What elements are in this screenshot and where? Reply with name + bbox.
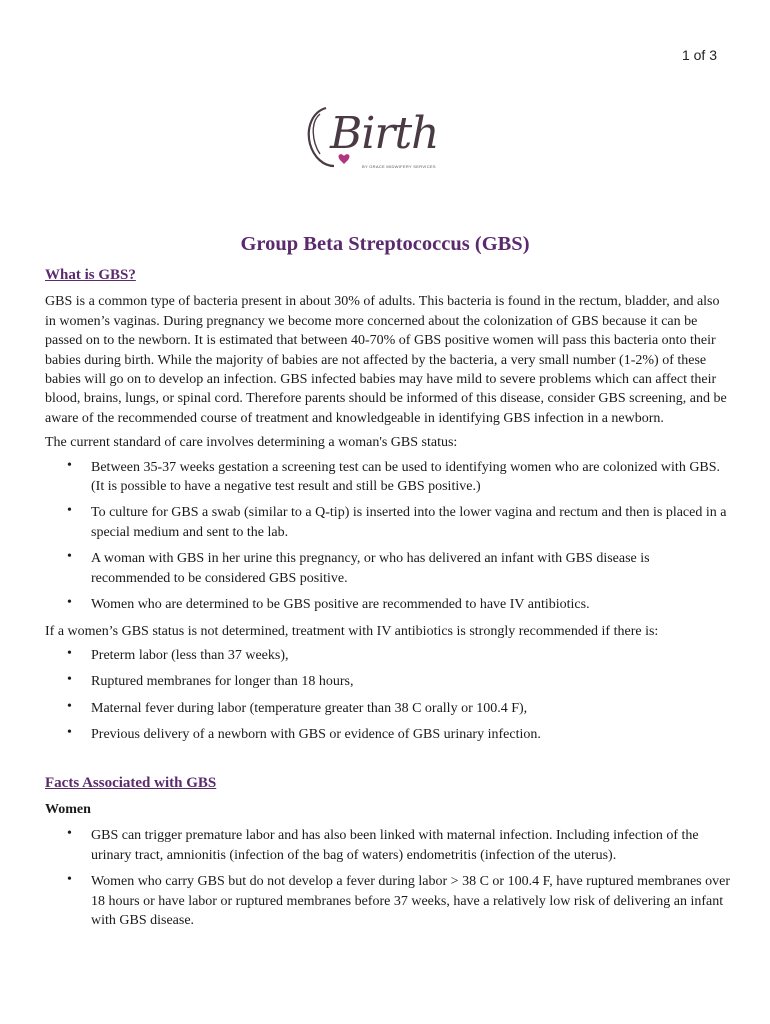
page-number: 1 of 3 — [681, 47, 717, 63]
standard-of-care-list — [45, 458, 730, 615]
list-item-text: Maternal fever during labor (temperature greater than 38 C orally or 100.4 F), — [91, 700, 528, 716]
list-item — [45, 826, 730, 865]
list-item-text: Preterm labor (less than 37 weeks), — [91, 647, 289, 663]
document-title: Group Beta Streptococcus (GBS) — [240, 233, 530, 255]
bullet-icon: • — [67, 725, 72, 741]
logo-wordmark: Birth — [330, 108, 439, 159]
list-item-text: Women who are determined to be GBS positive are recommended to have IV antibiotics. — [91, 597, 590, 613]
list-item-text: Between 35-37 weeks gestation a screening test can be used to identifying women who are colonized with GBS. (It is possible to have a negative test result and still be GBS positive.) — [91, 459, 721, 495]
list-item-text: A woman with GBS in her urine this pregnancy, or who has delivered an infant with GBS disease is recommended to be considered GBS positive. — [91, 551, 650, 586]
undetermined-status-intro: If a women’s GBS status is not determined, treatment with IV antibiotics is strongly recommended if there is: — [45, 623, 659, 639]
list-item — [45, 458, 730, 497]
logo-tagline: BY GRACE MIDWIFERY SERVICES — [362, 164, 436, 169]
risk-factor-list — [45, 646, 730, 745]
section-heading-facts: Facts Associated with GBS — [45, 774, 217, 791]
list-item — [45, 872, 730, 930]
bullet-icon: • — [67, 826, 72, 842]
list-item — [45, 725, 730, 744]
birth-logo — [300, 100, 439, 180]
bullet-icon: • — [67, 503, 72, 519]
list-item — [45, 699, 730, 718]
intro-paragraph: GBS is a common type of bacteria present in about 30% of adults. This bacteria is found in the rectum, bladder, and also in women’s vaginas. During pregnancy we become more concerned about the colonization of GBS because it can be passed on to the newborn. It is estimated that between 40-70% of GBS positive women will pass this bacteria onto their babies during birth. While the majority of babies are not affected by the bacteria, a very small number (1-2%) of these babies will go on to develop an infection. GBS infected babies may have mild to severe problems which can affect their blood, brains, lungs, or spinal cord. Therefore parents should be informed of this disease, consider GBS screening, and be aware of the recommended course of treatment and knowledgeable in identifying GBS infection in a newborn. — [45, 294, 727, 426]
document-body — [45, 266, 730, 937]
section-spacer — [45, 752, 730, 774]
list-item — [45, 549, 730, 588]
bullet-icon: • — [67, 872, 72, 888]
list-item-text: Women who carry GBS but do not develop a fever during labor > 38 C or 100.4 F, have ruptured membranes over 18 hours or have labor or ruptured membranes before 37 weeks, have a relatively low risk of delivering an infant with GBS disease. — [91, 874, 730, 928]
list-item-text: Previous delivery of a newborn with GBS or evidence of GBS urinary infection. — [91, 727, 541, 743]
standard-of-care-intro: The current standard of care involves determining a woman's GBS status: — [45, 435, 458, 451]
bullet-icon: • — [67, 549, 72, 565]
list-item-text: To culture for GBS a swab (similar to a Q-tip) is inserted into the lower vagina and rectum and then is placed in a special medium and sent to the lab. — [91, 505, 727, 540]
bullet-icon: • — [67, 672, 72, 688]
list-item-text: Ruptured membranes for longer than 18 hours, — [91, 674, 354, 690]
women-facts-list — [45, 826, 730, 930]
list-item-text: GBS can trigger premature labor and has also been linked with maternal infection. Including infection of the urinary tract, amnionitis (infection of the bag of waters) endometritis (infection of the uterus). — [91, 828, 699, 863]
list-item — [45, 672, 730, 691]
bullet-icon: • — [67, 698, 72, 714]
list-item — [45, 595, 730, 614]
bullet-icon: • — [67, 457, 72, 473]
list-item — [45, 646, 730, 665]
bullet-icon: • — [67, 595, 72, 611]
list-item — [45, 503, 730, 542]
subheading-women: Women — [45, 801, 91, 817]
section-heading-what-is-gbs: What is GBS? — [45, 267, 136, 283]
bullet-icon: • — [67, 645, 72, 661]
